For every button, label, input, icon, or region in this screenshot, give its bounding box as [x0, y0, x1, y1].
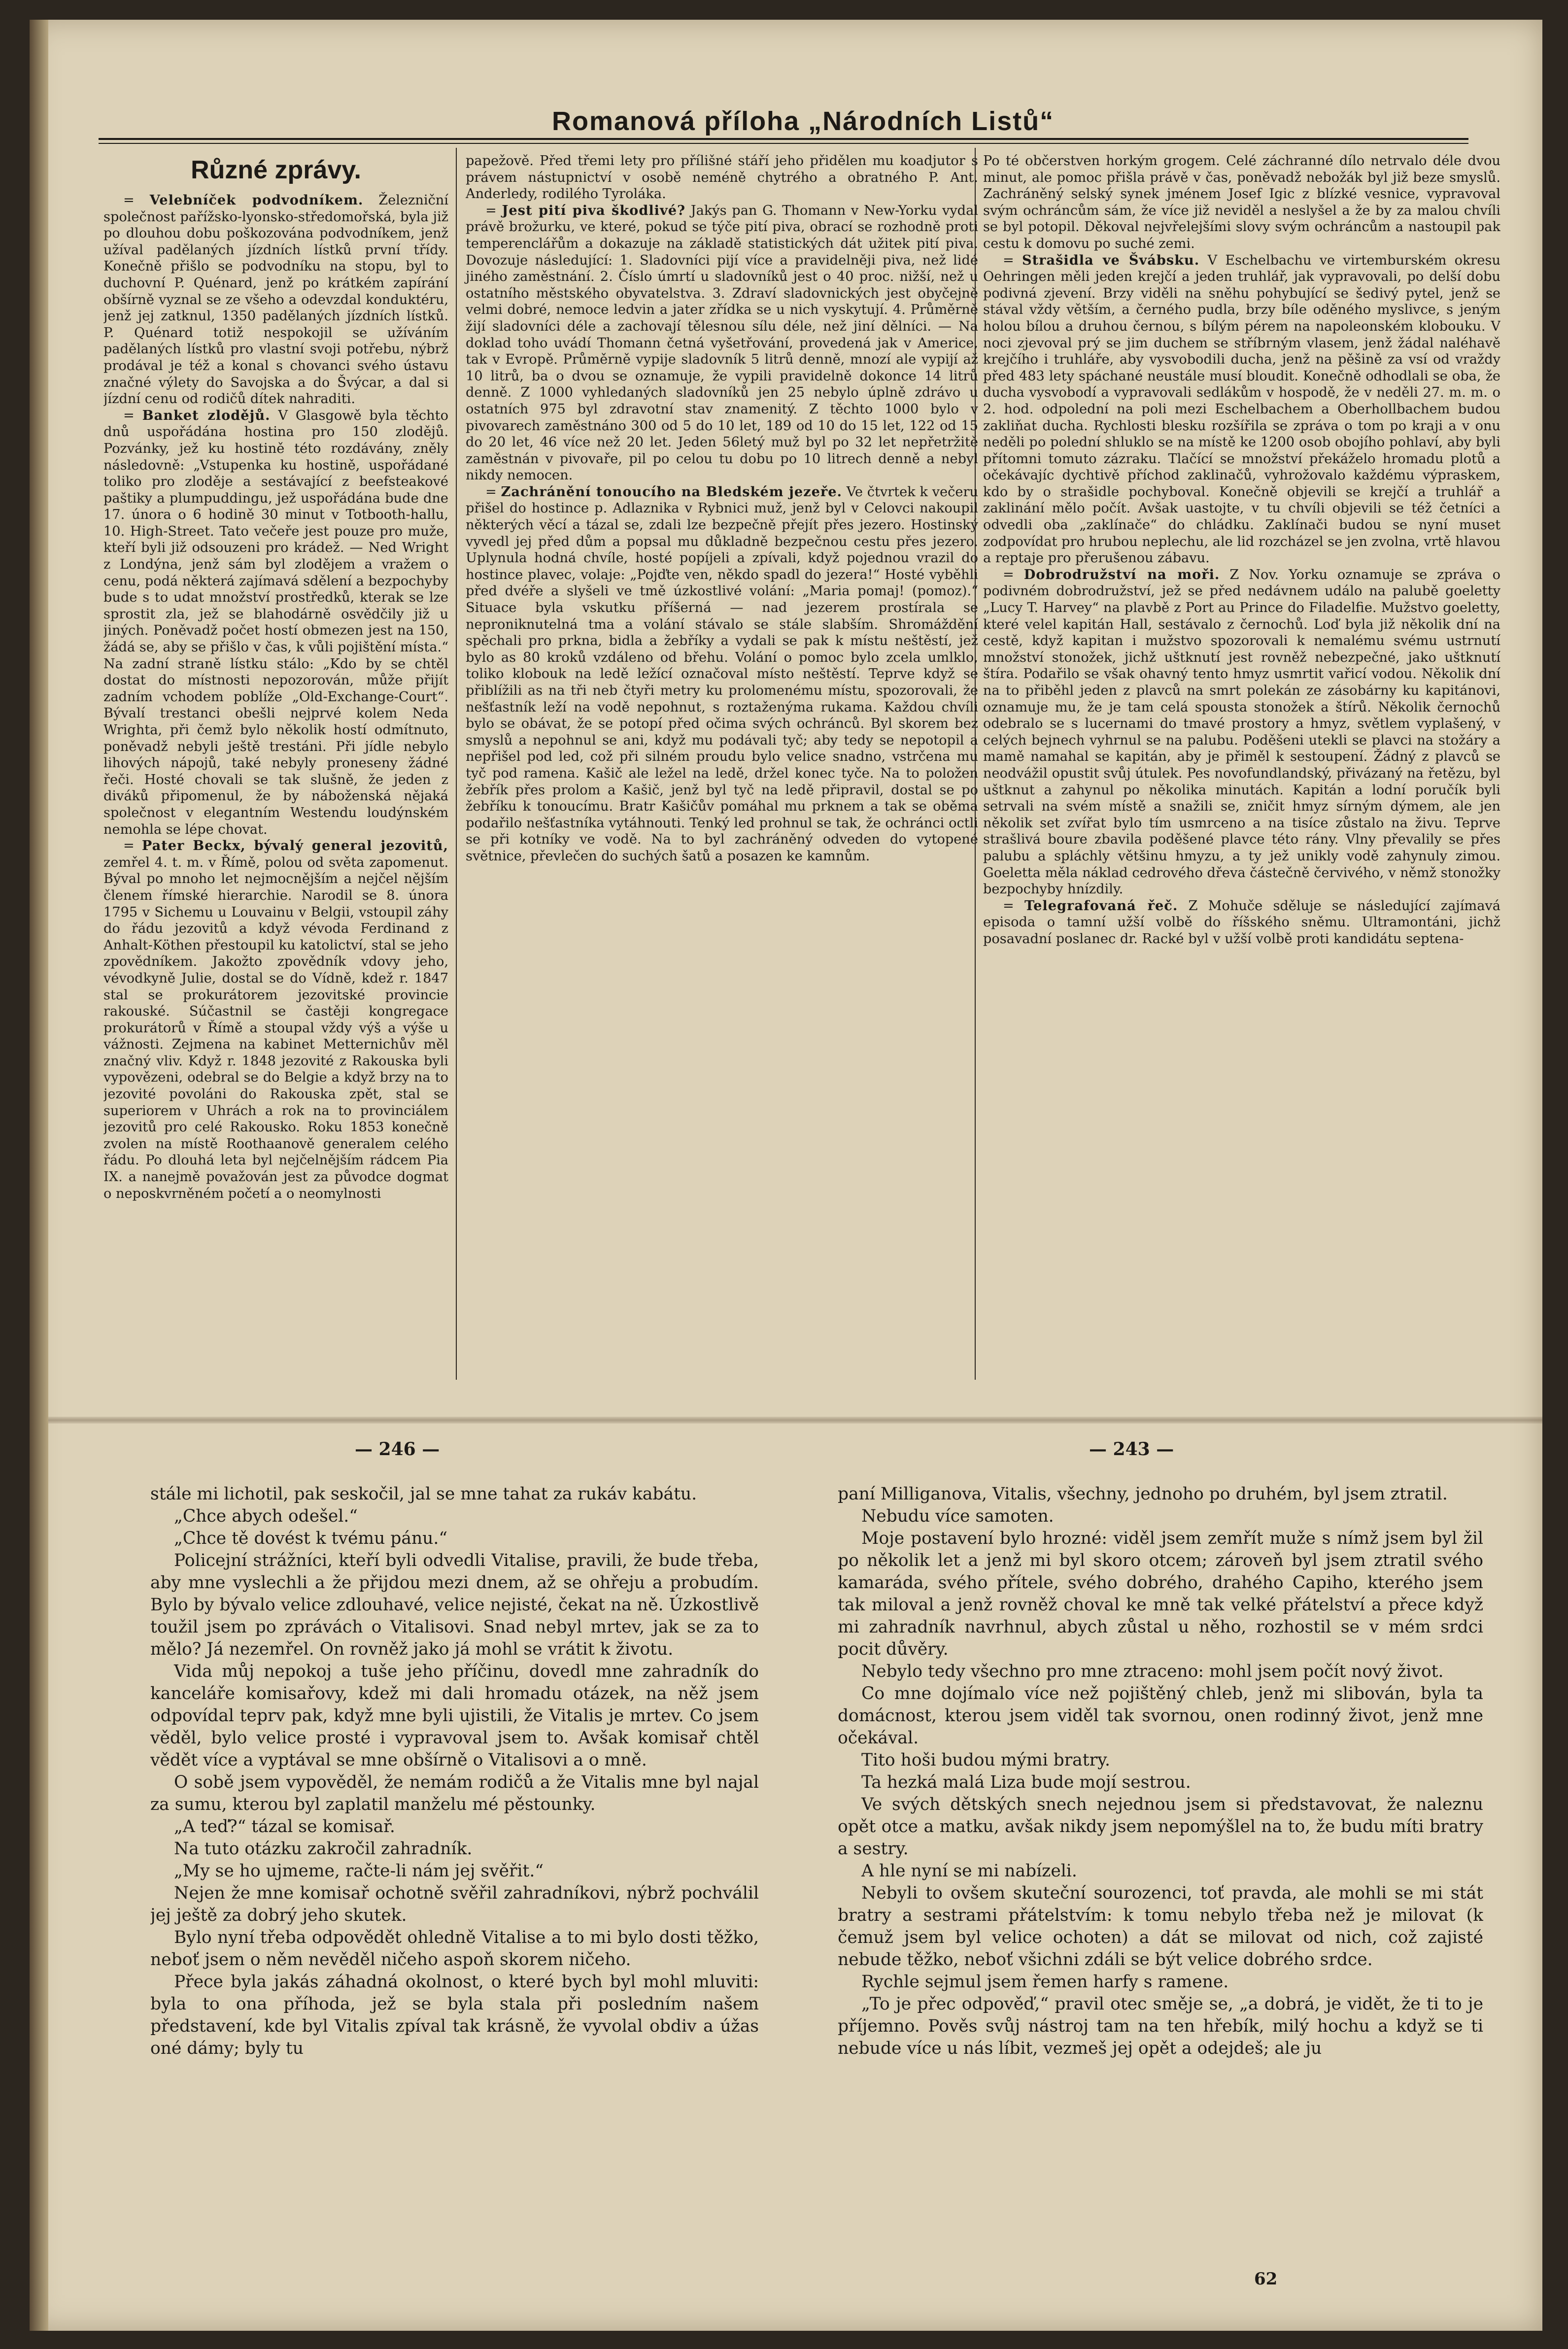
novel-paragraph: Na tuto otázku zakročil zahradník. [174, 1839, 473, 1859]
news-item [103, 838, 448, 1202]
news-heading: Banket zlodějů. [142, 407, 271, 423]
binding-spine [30, 20, 48, 2331]
news-column-2 [461, 153, 978, 1380]
page-number-left: — 246 — [355, 1439, 440, 1460]
news-item [466, 484, 978, 865]
novel-paragraph: „To je přec odpověď,“ pravil otec směje se, „a dobrá, je vidět, že ti to je příjemno. Pověs svůj nástroj tam na ten hřebík, milý hochu a když se ti nebude více u nás líbit, vezmeš jej opět a odejdeš; ale ju [838, 1994, 1483, 2058]
news-heading: Zachránění tonoucího na Bledském jezeře. [501, 483, 842, 500]
sheet-number: 62 [1254, 2269, 1278, 2289]
page-fold [48, 1417, 1542, 1424]
novel-paragraph: paní Milliganova, Vitalis, všechny, jednoho po druhém, byl jsem ztratil. [838, 1484, 1448, 1504]
novel-paragraph: Moje postavení bylo hrozné: viděl jsem zemřít muže s nímž jsem byl žil po několik let a jenž mi byl skoro otcem; zároveň byl jsem ztratil svého kamaráda, svého přítele, svého dobrého, drahého Capiho, kterého jsem tak miloval a jenž rovněž choval ke mně tak velké přátelství a přece když mi zahradník navrhnul, abych zůstal u něho, rozhostil se v mém srdci pocit důvěry. [838, 1529, 1483, 1659]
item-marker: = [123, 838, 142, 854]
header-rule [99, 138, 1468, 144]
item-marker: = [123, 408, 142, 423]
supplement-header [99, 86, 1478, 140]
novel-paragraph: Bylo nyní třeba odpovědět ohledně Vitalise a to mi bylo dosti těžko, neboť jsem o něm nevěděl ničeho aspoň skorem ničeho. [150, 1928, 759, 1970]
novel-paragraph: Ve svých dětských snech nejednou jsem si představovat, že naleznu opět otce a matku, avšak nikdy jsem nepomýšlel na to, že budu míti bratry a sestry. [838, 1795, 1483, 1859]
news-text: Z Nov. Yorku oznamuje se zpráva o podivném dobrodružství, jež se před nedávnem událo na palubě goeletty „Lucy T. Harvey“ na plavbě z Port au Prince do Filadelfie. Mužstvo goeletty, které velel kapitán Hall, sestávalo z černochů. Loď byla již několik dní na cestě, když kapitan i mužstvo spozorovali k nemalému svému ustrnutí množství stonožek, jichž uštknutí jest rovněž nebezpečné, jako uštknutí štíra. Podařilo se však ohavný tento hmyz usmrtit vařicí vodou. Několik dní na to přiběhl jeden z plavců na smrt polekán ze zásobárny ku kapitánovi, oznamuje mu, že je tam celá spousta stonožek a štírů. Několik černochů odebralo se s lucernami do tmavé prostory a hmyz, světlem vyplašený, v celých bejnech vyhrnul se na palubu. Poděšeni utekli se plavci na stožáry a mamě namahal se kapitán, aby je přiměl k sestoupení. Žádný z plavců se neodvážil opustit svůj útulek. Pes novofundlandský, přivázaný na řetězu, byl uštknut a zahynul po několika minutách. Kapitán a lodní poručík byli setrvali na svém místě a snažili se, zničit hmyz sírným dýmem, ale jen několik set zvířat bylo tím usmrceno a na tisíce zůstalo na živu. Teprve strašlivá boure zbavila poděšené plavce této rány. Vlny převalily se přes palubu a spláchly většinu hmyzu, a ty jež unikly vodě zahynuly zimou. Goeletta měla náklad cedrového dřeva částečně červivého, v němž stonožky bezpochyby hnízdily. [983, 567, 1500, 897]
novel-paragraph: „Chce abych odešel.“ [174, 1506, 358, 1526]
news-text: V Eschelbachu ve virtemburském okresu Oehringen měli jeden krejčí a jeden truhlář, jak vypravovali, po delší dobu podivná zjevení. Brzy viděli na sněhu pohybující se šedivý pytel, jenž se stával vždy větším, a černého pudla, brzy bíle oděného myslivce, s jeným holou bílou a druhou černou, s bílým pérem na napoleonském klobouku. V noci zjevoval prý se jim duchem se stříbrným vlasem, jenž žádal naléhavě krejčího i truhláře, aby vysvobodili ducha, jenž na pěšině za vsí od vraždy před 483 lety spáchané neustále musí bloudit. Konečně odhodlali se oba, že ducha vysvobodí a vypravovali sedlákům v hospodě, že v neděli 27. m. m. o 2. hod. odpolední na poli mezi Eschelbachem a Oberhollbachem budou zakliňat ducha. Rychlosti blesku rozšířila se zpráva o tom po kraji a v onu neděli po polední shluklo se na místě ke 1200 osob obojího pohlaví, aby byli přítomni tomuto zázraku. Tlačící se množství překáželo hromadu plotů a očekávajíc dychtivě příchod zaklinačů, vyhrožovalo každému výpraskem, kdo by o strašidle pochyboval. Konečně objevili se krejčí a truhlář a zaklinání mělo počít. Avšak uastojte, v tu chvíli objevili se též četníci a odvedli oba „zaklínače“ do chládku. Zaklínači budou se nyní muset zodpovídat pro hrubou neplechu, ale lid rozcházel se jen zvolna, vrtě hlavou a reptaje pro přerušenou zábavu. [983, 252, 1500, 566]
news-heading: Pater Beckx, bývalý general jezovitů, [141, 838, 448, 854]
novel-paragraph: „A teď?“ tázal se komisař. [174, 1817, 395, 1837]
news-column-3 [978, 153, 1500, 1380]
news-text: Ve čtvrtek k večeru přišel do hostince p. Adlaznika v Rybnici muž, jenž byl v Celovci nakoupil některých věcí a tázal se, zdali lze bezpečně přejít přes jezero. Hostinský vyvedl jej před dům a popsal mu důkladně bezpečnou cestu přes jezero. Uplynula hodná chvíle, hosté popíjeli a zpívali, když pojednou vrazil do hostince plavec, volaje: „Pojďte ven, někdo spadl do jezera!“ Hosté vyběhli před dvéře a slyšeli ve tmě úzkostlivé volání: „Maria pomaj! (pomoz).“ Situace byla vskutku příšerná — nad jezerem prostírala se neproniknutelná tma a volání stávalo se stále slabším. Shromáždění spěchali pro prkna, bidla a žebříky a vydali se pak k místu neštěstí, jež bylo as 80 kroků vzdáleno od břehu. Volání o pomoc bylo zcela umlklo, toliko klobouk na ledě ležící označoval místo neštěstí. Teprve když se přiblížili as na tři neb čtyři metry ku prolomenému místu, spozorovali, že nešťastník leží na vodě nepohnut, s roztaženýma rukama. Každou chvíli bylo se obávat, že se potopí před očima svých ochránců. Byl skorem bez smyslů a nepohnul se ani, když mu podávali tyč; aby tedy se nepotopil a nepřišel pod led, což při silném proudu bylo velice snadno, vstrčena mu tyč pod ramena. Kašič ale ležel na ledě, držel konec tyče. Na to položen žebřík přes prolom a Kašič, jenž byl tyč na ledě připravil, dostal se po žebříku k tonoucímu. Bratr Kašičův pomáhal mu prknem a tak se oběma podařilo nešťastníka vytáhnouti. Tenký led prohnul se tak, že ochránci octli se při kotníky ve vodě. Na to byl zachráněný odveden do vytopené světnice, převlečen do suchých šatů a posazen ke kamnům. [466, 484, 978, 864]
news-heading: Velebníček podvodníkem. [149, 192, 364, 208]
news-item [983, 153, 1500, 252]
novel-paragraph: „Chce tě dovést k tvému pánu.“ [174, 1529, 447, 1548]
novel-paragraph: Tito hoši budou mými bratry. [861, 1750, 1110, 1770]
supplement-title: Romanová příloha „Národních Listů“ [552, 106, 1055, 136]
novel-paragraph: Rychle sejmul jsem řemen harfy s ramene. [861, 1972, 1229, 1992]
news-text: Jakýs pan G. Thomann v New-Yorku vydal právě brožurku, ve které, pokud se týče pití piva, obrací se rozhodně proti temperenclářům a dokazuje na základě statistických dát užitek pití piva. Dovozuje následující: 1. Sladovníci pijí více a pravidelněji piva, než lidé jiného zaměstnání. 2. Číslo úmrtí u sladovníků jest o 40 proc. nižší, než u ostatního městského obyvatelstva. 3. Zdraví sladovnických jest obyčejně velmi dobré, nemoce ledvin a jater zřídka se u nich vyskytují. 4. Průměrně žijí sladovníci déle a zachovají tělesnou sílu déle, než jiní dělníci. — Na doklad toho uvádí Thomann četná vyšetřování, provedená jak v Americe, tak v Evropě. Průměrně vypije sladovník 5 litrů denně, mnozí ale vypijí až 10 litrů, ba o dvou se oznamuje, že vypili pravidelně dokonce 14 litrů denně. Z 1000 vyhledaných sladovníků jen 25 nebylo úplně zdrávo u ostatních 975 byl zdravotní stav znamenitý. Z těchto 1000 bylo v pivovarech zaměstnáno 300 od 5 do 10 let, 189 od 10 do 15 let, 122 od 15 do 20 let, 46 více než 20 let. Jeden 56letý muž byl po 32 let nepřetržitě zaměstnán v pivovaře, pil po celou tu dobu po 10 litrech denně a nebyl nikdy nemocen. [466, 203, 978, 483]
news-item [983, 567, 1500, 898]
news-item [983, 252, 1500, 567]
column-rule [456, 148, 457, 1380]
novel-paragraph: Přece byla jakás záhadná okolnost, o které bych byl mohl mluviti: byla to ona příhoda, jež se byla stala při posledním našem představení, kde byl Vitalis zpíval tak krásně, že vyvolal obdiv a úžas oné dámy; byly tu [150, 1972, 759, 2058]
section-title: Různé zprávy. [191, 156, 361, 184]
news-heading: Jest pití piva škodlivé? [502, 202, 686, 218]
novel-paragraph: stále mi lichotil, pak seskočil, jal se mne tahat za rukáv kabátu. [150, 1484, 697, 1504]
item-marker: = [1003, 252, 1022, 268]
news-item [466, 203, 978, 484]
novel-paragraph: A hle nyní se mi nabízeli. [861, 1861, 1077, 1881]
novel-paragraph: O sobě jsem vypověděl, že nemám rodičů a že Vitalis mne byl najal za sumu, kterou byl zaplatil manželu mé pěstounky. [150, 1772, 759, 1814]
news-text: Z Mohuče sděluje se následující zajímavá episoda o tamní užší volbě do říšského sněmu. Ultramontáni, jichž posavadní poslanec dr. Racké byl v užší volbě proti kandidátu septena- [983, 898, 1500, 947]
novel-paragraph: Policejní strážníci, kteří byli odvedli Vitalise, pravili, že bude třeba, aby mne vyslechli a že přijdou mezi dnem, až se ohřeju a probudím. Bylo by bývalo velice zdlouhavé, velice nejisté, čekat na ně. Úzkostlivě toužil jsem po zprávách o Vitalisovi. Snad nebyl mrtev, jak se za to mělo? Já nezemřel. On rovněž jako já mohl se vrátit k životu. [150, 1551, 759, 1659]
page-number-right: — 243 — [1089, 1439, 1174, 1460]
novel-paragraph: Nebyli to ovšem skuteční sourozenci, toť pravda, ale mohli se mi stát bratry a sestrami přátelstvím: k tomu nebylo třeba než je milovat (k čemuž jsem byl velice ochoten) a dát se milovat od nich, což zajisté nebude těžko, neboť všichni zdáli se být velice dobrého srdce. [838, 1883, 1483, 1970]
news-text: Po té občerstven horkým grogem. Celé záchranné dílo netrvalo déle dvou minut, ale pomoc přišla právě v čas, poněvadž nebožák byl již beze smyslů. Zachráněný selský synek jménem Josef Igic z blízké vesnice, vypravoval svým ochráncům sám, že více již neviděl a neslyšel a že by za malou chvíli se byl potopil. Děkoval nejvřelejšími slovy svým ochráncům a nastoupil pak cestu k domovu po suché zemi. [983, 153, 1500, 251]
novel-paragraph: Co mne dojímalo více než pojištěný chleb, jenž mi slibován, byla ta domácnost, kterou jsem viděl tak svornou, onen rodinný život, jenž mne očekával. [838, 1684, 1483, 1748]
novel-paragraph: Nebylo tedy všechno pro mne ztraceno: mohl jsem počít nový život. [861, 1662, 1444, 1681]
news-text: V Glasgowě byla těchto dnů uspořádána hostina pro 150 zlodějů. Pozvánky, jež ku hostině této rozdávány, zněly následovně: „Vstupenka ku hostině, uspořádané toliko pro zloděje a sestávající z beefsteakové paštiky a plumpuddingu, jež uspořádána bude dne 17. února o 6 hodině 30 minut v Totbooth-hallu, 10. High-Street. Tato večeře jest pouze pro muže, kteří byli již odsouzeni pro krádež. — Ned Wright z Londýna, jenž sám byl zlodějem a vražem o cenu, podá některá zajímavá sdělení a bezpochyby bude s to udat množství prostředků, kterak se lze sprostit zla, jež se blahodárně osvědčily již u jiných. Poněvadž počet hostí obmezen jest na 150, žádá se, aby se přišlo v čas, k vůli pojištění místa.“ Na zadní straně lístku stálo: „Kdo by se chtěl dostat do místnosti nepozorován, může přijít zadním vchodem poblíže „Old-Exchange-Court“. Bývalí trestanci obešli nejprvé kolem Neda Wrighta, při čemž bylo několik hostí odmítnuto, poněvadž nebyli ještě trestáni. Při jídle nebylo lihových nápojů, také nebyly proneseny žádné řeči. Hosté chovali se tak slušně, že jeden z diváků připomenul, že by náboženská nějaká společnost v elegantním Westendu loudýnském nemohla se lépe chovat. [103, 408, 448, 837]
novel-paragraph: „My se ho ujmeme, račte-li nám jej svěřit.“ [174, 1861, 544, 1881]
item-marker: = [1003, 898, 1025, 914]
item-marker: = [123, 193, 150, 208]
news-text: zemřel 4. t. m. v Římě, polou od světa zapomenut. Býval po mnoho let nejmocnějším a nejčel nějším členem římské hierarchie. Narodil se 8. února 1795 v Sichemu u Louvainu v Belgii, vstoupil záhy do řádu jezovitů a když vévoda Ferdinand z Anhalt-Köthen přestoupil ku katolictví, stal se jeho zpovědníkem. Jakožto zpovědník vdovy jeho, vévodkyně Julie, dostal se do Vídně, kdež r. 1847 stal se prokurátorem jezovitské provincie rakouské. Súčastnil se častěji kongregace prokurátorů v Římě a stoupal vždy výš a výše u vážnosti. Zejmena na kabinet Metternichův měl značný vliv. Když r. 1848 jezovité z Rakouska byli vypovězeni, odebral se do Belgie a když brzy na to jezovité povoláni do Rakouska zpět, stal se superiorem v Uhrách a rok na to provinciálem jezovitů pro celé Rakousko. Roku 1853 konečně zvolen na místě Roothaanově generalem celého řádu. Po dlouhá leta byl nejčelnějším rádcem Pia IX. a nanejmě považován jest za původce dogmat o neposkvrněném početí a o neomylnosti [103, 854, 448, 1201]
novel-paragraph: Nejen že mne komisař ochotně svěřil zahradníkovi, nýbrž pochválil jej ještě za dobrý jeho skutek. [150, 1883, 759, 1925]
news-item [983, 898, 1500, 948]
news-heading: Telegrafovaná řeč. [1024, 897, 1178, 914]
news-text: Železniční společnost pařížsko-lyonsko-středomořská, byla již po dlouhou dobu poškozována podvodníkem, jenž užíval padělaných jízdních lístků první třídy. Konečně přišlo se podvodníku na stopu, byl to duchovní P. Quénard, jenž po krátkém zapírání obšírně vyznal se ze všeho a odevzdal konduktéru, jenž jej zatknul, 1350 padělaných jízdních lístků. P. Quénard totiž nespokojil se užíváním padělaných lístků pro vlastní svoji potřebu, nýbrž prodával je též a konal s chovanci svého ústavu značné výlety do Savojska a do Švýcar, a dal si jízdní cenu od rodičů dítek nahraditi. [103, 193, 448, 407]
news-heading: Strašidla ve Švábsku. [1022, 252, 1200, 268]
novel-paragraph: Nebudu více samoten. [861, 1506, 1054, 1526]
novel-paragraph: Ta hezká malá Liza bude mojí sestrou. [861, 1772, 1191, 1792]
news-item [103, 408, 448, 838]
item-marker: = [485, 203, 502, 218]
item-marker: = [1003, 567, 1024, 582]
news-column-1 [103, 153, 448, 1380]
novel-page-left [150, 1483, 759, 2281]
novel-paragraph: Vida můj nepokoj a tuše jeho příčinu, dovedl mne zahradník do kanceláře komisařovy, kdež mi dali hromadu otázek, na něž jsem odpovídal teprv pak, když mne byli ujistili, že Vitalis je mrtev. Co jsem věděl, bylo velice prosté i vypravoval jsem to. Avšak komisař chtěl vědět více a vyptával se mne obšírně o Vitalisovi a o mně. [150, 1662, 759, 1770]
news-heading: Dobrodružství na moři. [1023, 566, 1220, 582]
item-marker: = [485, 484, 501, 500]
news-item [103, 192, 448, 408]
novel-page-right [838, 1483, 1483, 2267]
news-text: papežově. Před třemi lety pro přílišné stáří jeho přidělen mu koadjutor s právem nástupnictví v osobě neméně chytrého a obratného P. Ant. Anderledy, rodilého Tyroláka. [466, 153, 978, 202]
news-item [466, 153, 978, 203]
